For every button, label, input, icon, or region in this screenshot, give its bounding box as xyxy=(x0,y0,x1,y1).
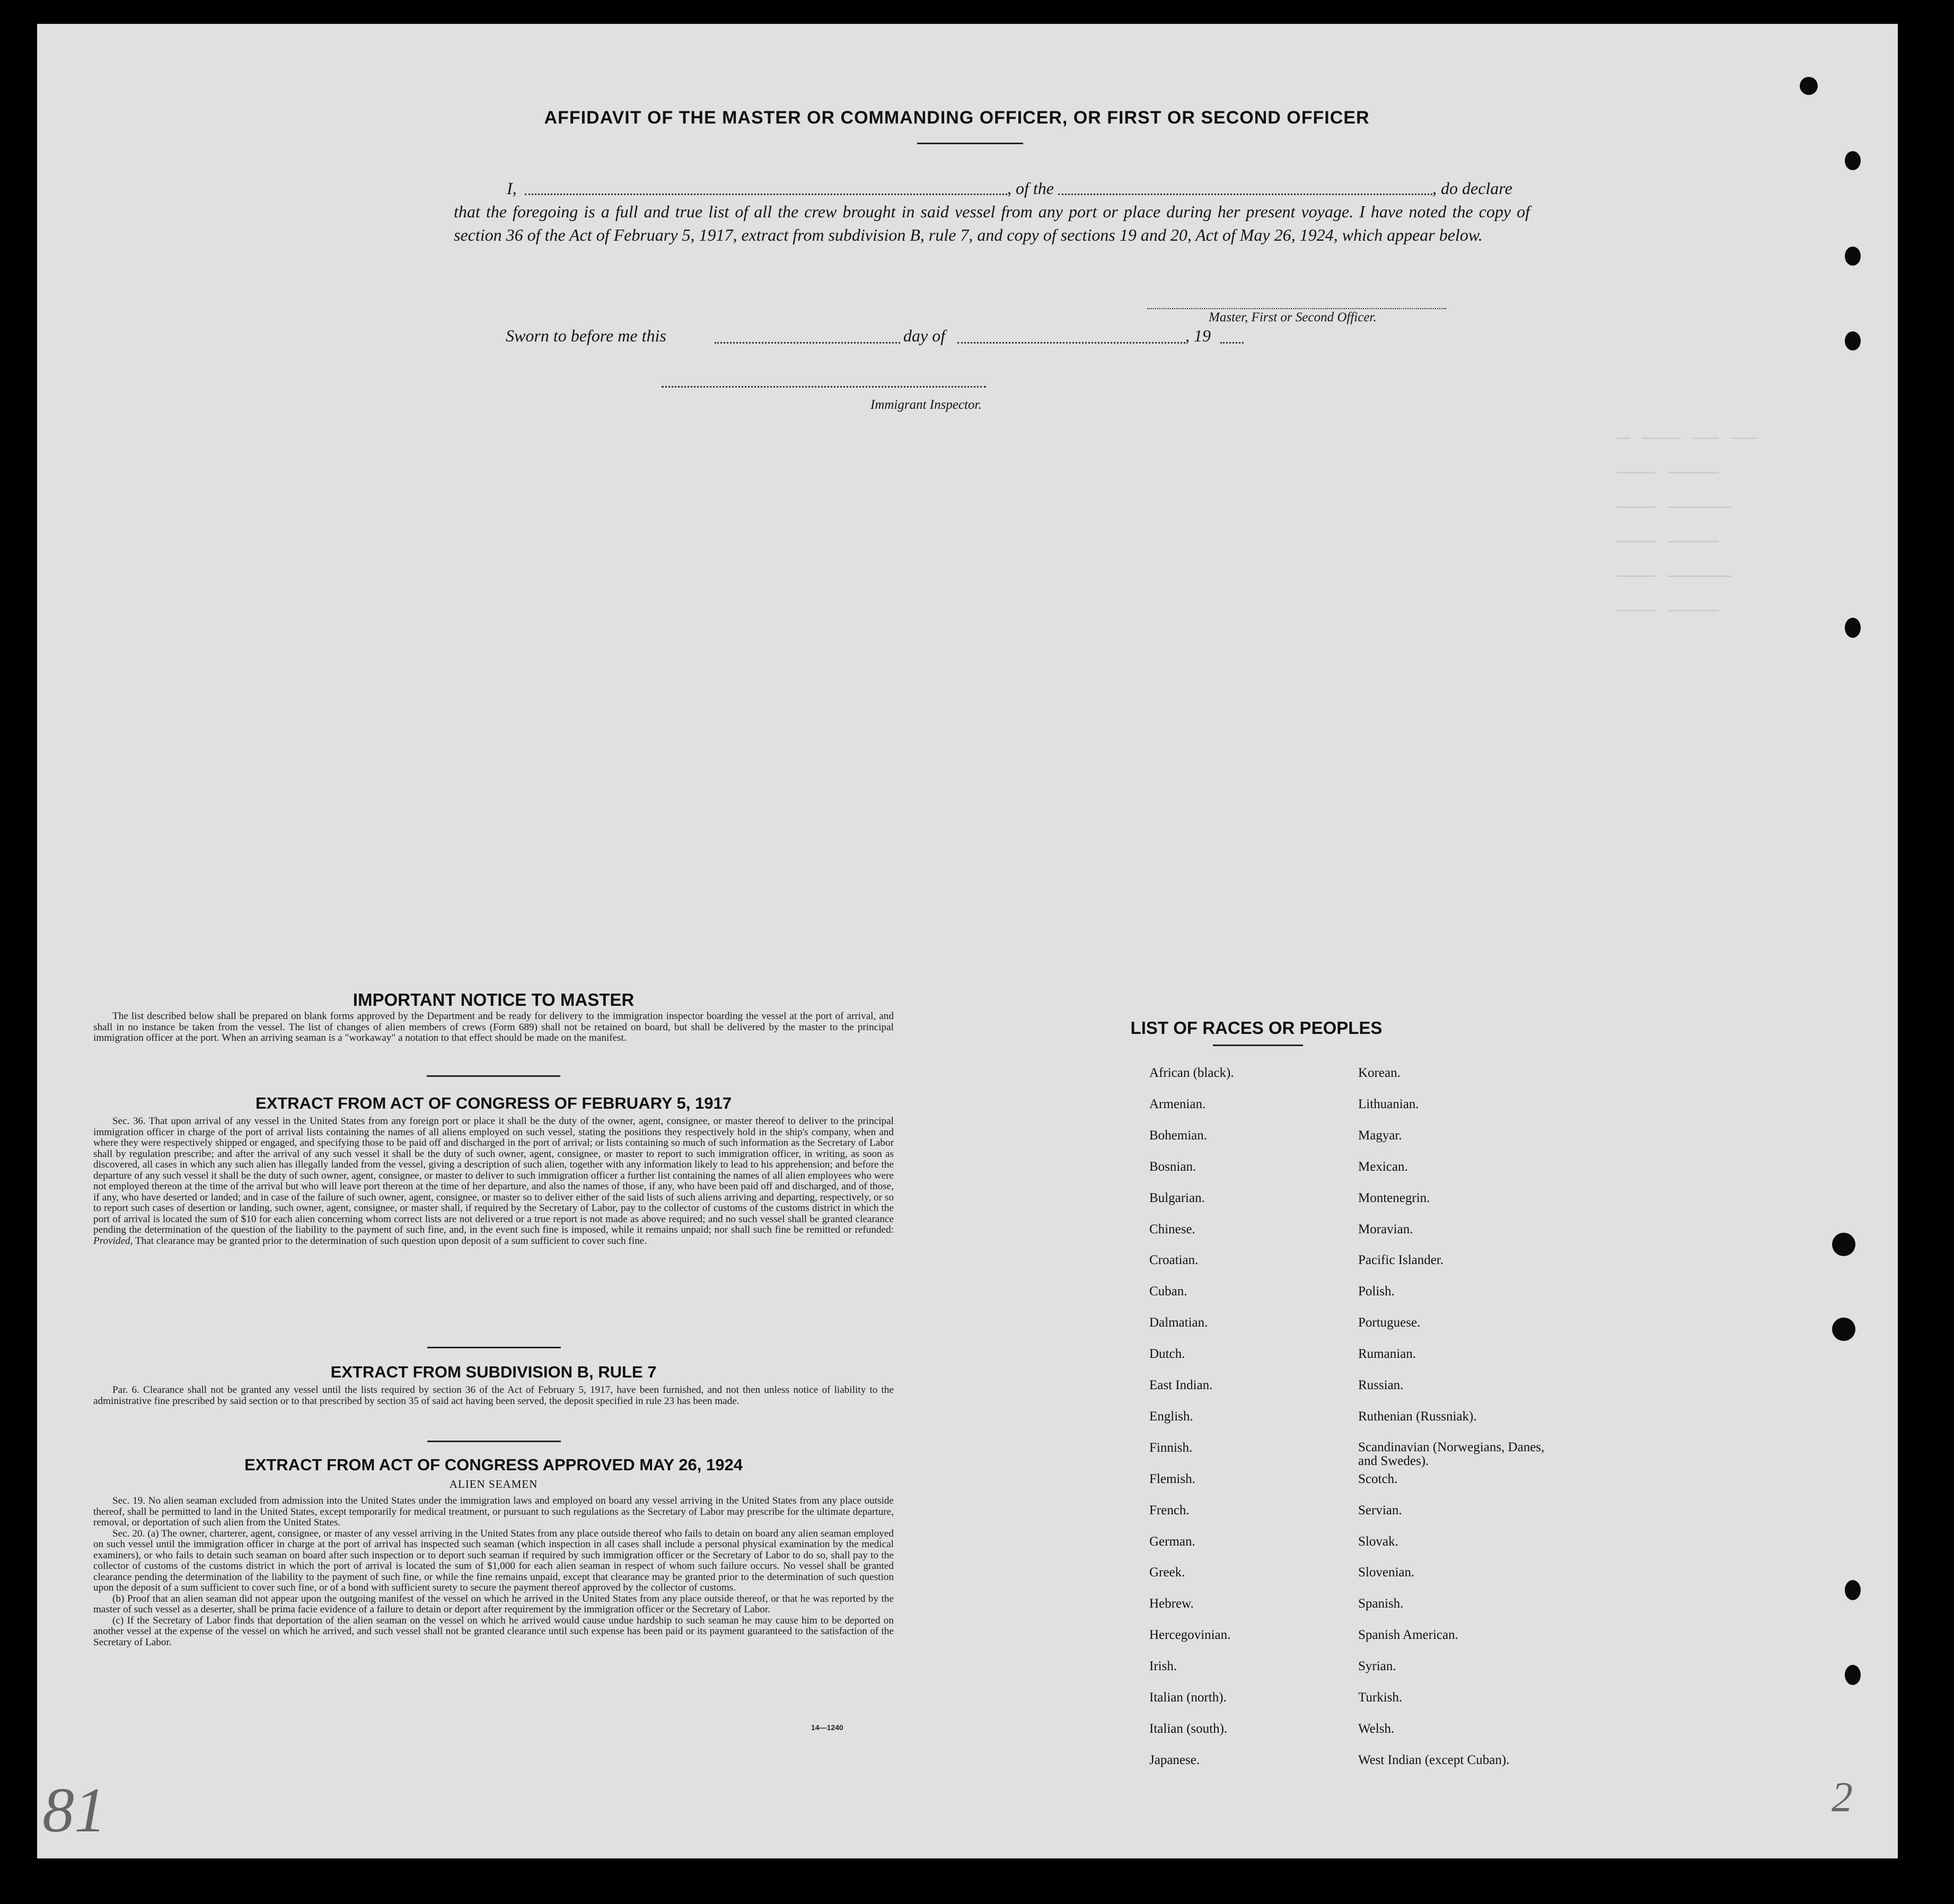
race-item: Scotch. xyxy=(1358,1471,1398,1486)
race-item: African (black). xyxy=(1149,1066,1234,1080)
race-item: Italian (south). xyxy=(1149,1721,1228,1736)
sec20c-text: (c) If the Secretary of Labor finds that deportation of the alien seaman on the vessel on which he arrived would cause undue hardship to such seaman he may cause him to be deported on another vessel at the expense of the vessel on which he arrived, and such vessel shall not be granted clearance until such expense has been paid or its payment guaranteed to the satisfaction of the Secretary of Labor. xyxy=(93,1615,894,1648)
sworn-day-of-label: day of xyxy=(903,326,946,345)
inspector-label: Immigrant Inspector. xyxy=(870,398,982,412)
sworn-month-field[interactable] xyxy=(957,342,1185,344)
title-divider xyxy=(917,143,1023,144)
affidavit-declaration: that the foregoing is a full and true list of all the crew brought in said vessel from any port or place during her present voyage. I have noted the copy of section 36 of the Act of February 5, 1917, extract from subdivision B, rule 7, and copy of sections 19 and 20, Act of May 26, 1924, which appear below. xyxy=(454,202,1530,244)
race-item: Irish. xyxy=(1149,1659,1177,1674)
punch-hole xyxy=(1845,1580,1861,1600)
race-item: Spanish American. xyxy=(1358,1628,1458,1643)
notice-body xyxy=(93,1011,894,1044)
extract-1917-title: EXTRACT FROM ACT OF CONGRESS OF FEBRUARY 5, 1917 xyxy=(256,1094,732,1112)
handwritten-number-right: 2 xyxy=(1832,1774,1853,1821)
race-item: Bulgarian. xyxy=(1149,1190,1205,1205)
race-item: Polish. xyxy=(1358,1284,1395,1299)
race-item: Montenegrin. xyxy=(1358,1190,1430,1205)
race-item: Pacific Islander. xyxy=(1358,1253,1444,1268)
punch-hole xyxy=(1845,618,1861,638)
sworn-day-field[interactable] xyxy=(715,342,900,344)
race-item: Scandinavian (Norwegians, Danes, and Swedes). xyxy=(1358,1440,1545,1468)
race-item: Bohemian. xyxy=(1149,1128,1208,1143)
rule7-text: Par. 6. Clearance shall not be granted any vessel until the lists required by section 36 of the Act of February 5, 1917, have been furnished, and not then unless notice of liability to the administrative fine prescribed by said section or to that prescribed by section 35 of said act having been served, the deposit specified in rule 23 has been made. xyxy=(93,1384,894,1407)
bleed-through-text: — ——— —— —— ——— ———— ——— ————— ——— ———— ——— ————— ——— ———— xyxy=(1617,427,1757,623)
notice-divider xyxy=(427,1075,560,1077)
sec20a-text: Sec. 20. (a) The owner, charterer, agent, consignee, or master of any vessel arriving in the United States from any place outside thereof who fails to detain on board any alien seaman employed on such vessel until the immigration officer in charge at the port of arrival has inspected such seaman (which inspection in all cases shall include a personal physical examination by the medical examiners), or who fails to detain such seaman on board after such inspection or to deport such seaman if required by such immigration officer or the Secretary of Labor to do so, shall pay to the collector of customs of the customs district in which the port of arrival is located the sum of $1,000 for each alien seaman in respect of whom such failure occurs. No vessel shall be granted clearance pending the determination of the liability to the payment of such fine, or while the fine remains unpaid, except that clearance may be granted prior to the determination of such question upon the deposit of a sum sufficient to cover such fine, or of a bond with sufficient surety to secure the payment thereof approved by the collector of customs. xyxy=(93,1528,894,1593)
sec19-text: Sec. 19. No alien seaman excluded from admission into the United States under the immigration laws and employed on board any vessel arriving in the United States from any place outside thereof, shall be permitted to land in the United States, except temporarily for medical treatment, or pursuant to such regulations as the Secretary of Labor may prescribe for the ultimate departure, removal, or deportation of such alien from the United States. xyxy=(93,1495,894,1528)
notice-text: The list described below shall be prepared on blank forms approved by the Department and be ready for delivery to the immigration inspector boarding the vessel at the port of arrival, and shall in no instance be taken from the vessel. The list of changes of alien members of crews (Form 689) shall not be retained on board, but shall be delivered by the master to the principal immigration officer at the port. When an arriving seaman is a "workaway" a notation to that effect should be made on the manifest. xyxy=(93,1011,894,1043)
sec20b-text: (b) Proof that an alien seaman did not appear upon the outgoing manifest of the vessel on which he arrived in the United States from any place outside thereof, or that he was reported by the master of such vessel as a deserter, shall be prima facie evidence of a failure to detain or deport after requirement by the immigration officer or the Secretary of Labor. xyxy=(93,1593,894,1615)
punch-hole xyxy=(1800,77,1818,95)
race-item: German. xyxy=(1149,1534,1195,1549)
race-item: Finnish. xyxy=(1149,1440,1193,1455)
master-name-field[interactable] xyxy=(525,194,1007,195)
race-item: Armenian. xyxy=(1149,1096,1206,1111)
alien-seamen-subtitle: ALIEN SEAMEN xyxy=(449,1478,538,1490)
affidavit-title: AFFIDAVIT OF THE MASTER OR COMMANDING OFFICER, OR FIRST OR SECOND OFFICER xyxy=(544,108,1370,128)
race-item: French. xyxy=(1149,1503,1190,1517)
race-item: Japanese. xyxy=(1149,1752,1200,1767)
document-page xyxy=(37,24,1898,1858)
race-item: Hebrew. xyxy=(1149,1596,1194,1611)
punch-hole xyxy=(1845,151,1861,170)
races-divider xyxy=(1213,1045,1303,1046)
race-item: West Indian (except Cuban). xyxy=(1358,1752,1510,1767)
form-number: 14—1240 xyxy=(811,1723,843,1732)
rule7-divider xyxy=(427,1441,561,1442)
race-item: Bosnian. xyxy=(1149,1159,1196,1174)
race-item: Spanish. xyxy=(1358,1596,1404,1611)
race-item: Portuguese. xyxy=(1358,1315,1421,1330)
affidavit-i-label: I, xyxy=(507,179,517,198)
race-item: Greek. xyxy=(1149,1565,1185,1580)
race-item: Slovenian. xyxy=(1358,1565,1415,1580)
race-item: Slovak. xyxy=(1358,1534,1398,1549)
inspector-signature-line[interactable] xyxy=(662,386,986,388)
extract-1917-divider xyxy=(427,1347,561,1348)
sec36-label: Sec. 36. xyxy=(112,1116,146,1127)
rule7-title: EXTRACT FROM SUBDIVISION B, RULE 7 xyxy=(330,1363,657,1381)
race-item: Mexican. xyxy=(1358,1159,1408,1174)
race-item: East Indian. xyxy=(1149,1378,1213,1392)
race-item: Servian. xyxy=(1358,1503,1402,1517)
race-item: Moravian. xyxy=(1358,1222,1413,1236)
race-item: Cuban. xyxy=(1149,1284,1187,1299)
race-item: Korean. xyxy=(1358,1066,1401,1080)
races-title: LIST OF RACES OR PEOPLES xyxy=(1130,1018,1383,1038)
notice-title: IMPORTANT NOTICE TO MASTER xyxy=(353,990,635,1010)
proviso-label: Provided, xyxy=(93,1235,133,1247)
handwritten-number-left: 81 xyxy=(42,1775,106,1845)
sworn-year-label: , 19 xyxy=(1185,326,1211,345)
master-signature-line xyxy=(1147,307,1446,309)
rule7-body xyxy=(93,1385,894,1407)
race-item: Flemish. xyxy=(1149,1471,1195,1486)
punch-hole xyxy=(1845,331,1861,350)
race-item: English. xyxy=(1149,1409,1193,1424)
race-item: Lithuanian. xyxy=(1358,1096,1419,1111)
race-item: Dalmatian. xyxy=(1149,1315,1208,1330)
master-signature-label: Master, First or Second Officer. xyxy=(1209,310,1377,324)
race-item: Syrian. xyxy=(1358,1659,1396,1674)
sworn-year-field[interactable] xyxy=(1220,342,1244,344)
race-item: Turkish. xyxy=(1358,1690,1403,1705)
race-item: Magyar. xyxy=(1358,1128,1402,1143)
race-item: Croatian. xyxy=(1149,1253,1199,1268)
race-item: Rumanian. xyxy=(1358,1347,1416,1362)
proviso-text: That clearance may be granted prior to the determination of such question upon deposit of a sum sufficient to cover such fine. xyxy=(135,1235,647,1247)
race-item: Dutch. xyxy=(1149,1347,1185,1362)
affidavit-declare-label: , do declare xyxy=(1432,179,1512,198)
vessel-name-field[interactable] xyxy=(1058,194,1432,195)
race-item: Hercegovinian. xyxy=(1149,1628,1231,1643)
race-item: Russian. xyxy=(1358,1378,1404,1392)
extract-1924-title: EXTRACT FROM ACT OF CONGRESS APPROVED MAY 26, 1924 xyxy=(244,1455,743,1474)
punch-hole xyxy=(1845,1665,1861,1685)
extract-1924-body xyxy=(93,1496,894,1648)
sec36-text: That upon arrival of any vessel in the United States from any foreign port or place it shall be the duty of the owner, agent, consignee, or master thereof to deliver to the principal immigration officer in charge of the port of arrival lists containing the names of all aliens employed on such vessel, stating the positions they respectively hold in the ship's company, when and where they were respectively shipped or engaged, and specifying those to be paid off and discharged in the port of arrival; or lists containing so much of such information as the Secretary of Labor shall by regulation prescribe; and after the arrival of any such vessel it shall be the duty of such owner, agent, consignee, or master to report to such immigration officer, in writing, as soon as discovered, all cases in which any such alien has illegally landed from the vessel, giving a description of such alien, together with any information likely to lead to his apprehension; and before the departure of any such vessel it shall be the duty of such owner, agent, consignee, or master to deliver to such immigration officer a further list containing the names of all alien employees who were not employed thereon at the time of the arrival but who will leave port thereon at the time of her departure, and also the names of those, if any, who have been paid off and discharged, and of those, if any, who have deserted or landed; and in case of the failure of such owner, agent, consignee, or master so to deliver either of the said lists of such aliens arriving and departing, respectively, or so to report such cases of desertion or landing, such owner, agent, consignee, or master shall, if required by the Secretary of Labor, pay to the collector of customs of the customs district in which the port of arrival is located the sum of $10 for each alien concerning whom correct lists are not delivered or a true report is not made as above required; and no such vessel shall be granted clearance pending the determination of the question of the liability to the payment of such fine, and, in the event such fine is imposed, while it remains unpaid; nor shall such fine be remitted or refunded: xyxy=(93,1116,894,1235)
race-item: Welsh. xyxy=(1358,1721,1395,1736)
race-item: Ruthenian (Russniak). xyxy=(1358,1409,1477,1424)
race-item: Chinese. xyxy=(1149,1222,1195,1236)
affidavit-of-label: , of the xyxy=(1007,179,1054,198)
punch-hole xyxy=(1832,1233,1855,1256)
race-item: Italian (north). xyxy=(1149,1690,1227,1705)
extract-1917-body xyxy=(93,1116,894,1247)
punch-hole xyxy=(1832,1318,1855,1341)
sworn-label: Sworn to before me this xyxy=(506,326,666,345)
punch-hole xyxy=(1845,247,1861,266)
